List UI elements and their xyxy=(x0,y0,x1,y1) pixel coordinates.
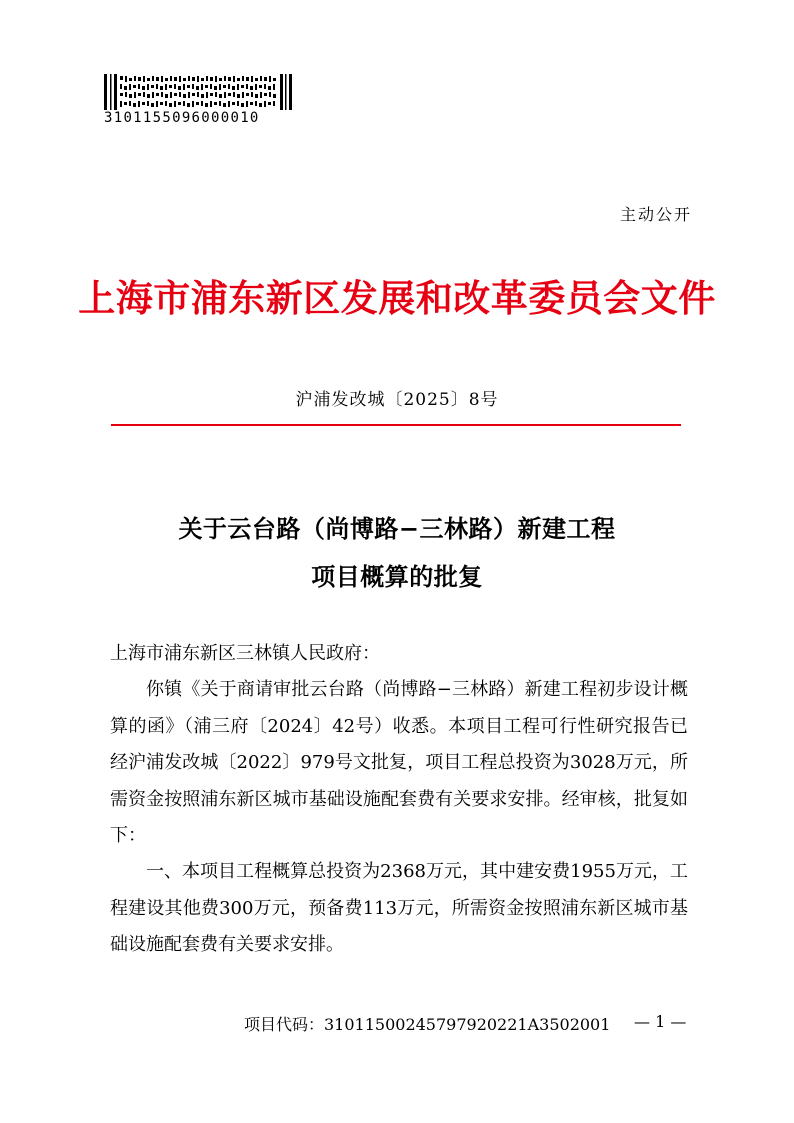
document-number: 沪浦发改城〔2025〕8号 xyxy=(295,390,499,410)
page-number: — 1 — xyxy=(634,1012,687,1031)
title-line-1: 关于云台路（尚博路−三林路）新建工程 xyxy=(178,514,616,543)
red-divider xyxy=(111,424,681,426)
barcode-number: 3101155096000010 xyxy=(104,110,260,126)
document-title xyxy=(0,505,794,601)
paragraph: 你镇《关于商请审批云台路（尚博路−三林路）新建工程初步设计概算的函》（浦三府〔2024〕42号）收悉。本项目工程可行性研究报告已经沪浦发改城〔2022〕979号文批复，项目工程总投资为3028万元，所需资金按照浦东新区城市基础设施配套费有关要求安排。经审核，批复如下： xyxy=(110,679,688,847)
addressee: 上海市浦东新区三林镇人民政府： xyxy=(110,643,380,664)
document-body xyxy=(110,636,688,964)
project-code: 项目代码：31011500245797920221A3502001 xyxy=(244,1015,611,1034)
barcode xyxy=(104,74,294,110)
issuer-header: 上海市浦东新区发展和改革委员会文件 xyxy=(78,276,716,320)
disclosure-label: 主动公开 xyxy=(619,205,692,224)
title-line-2: 项目概算的批复 xyxy=(311,562,483,591)
paragraph: 一、本项目工程概算总投资为2368万元，其中建安费1955万元，工程建设其他费300万元，预备费113万元，所需资金按照浦东新区城市基础设施配套费有关要求安排。 xyxy=(110,861,688,956)
